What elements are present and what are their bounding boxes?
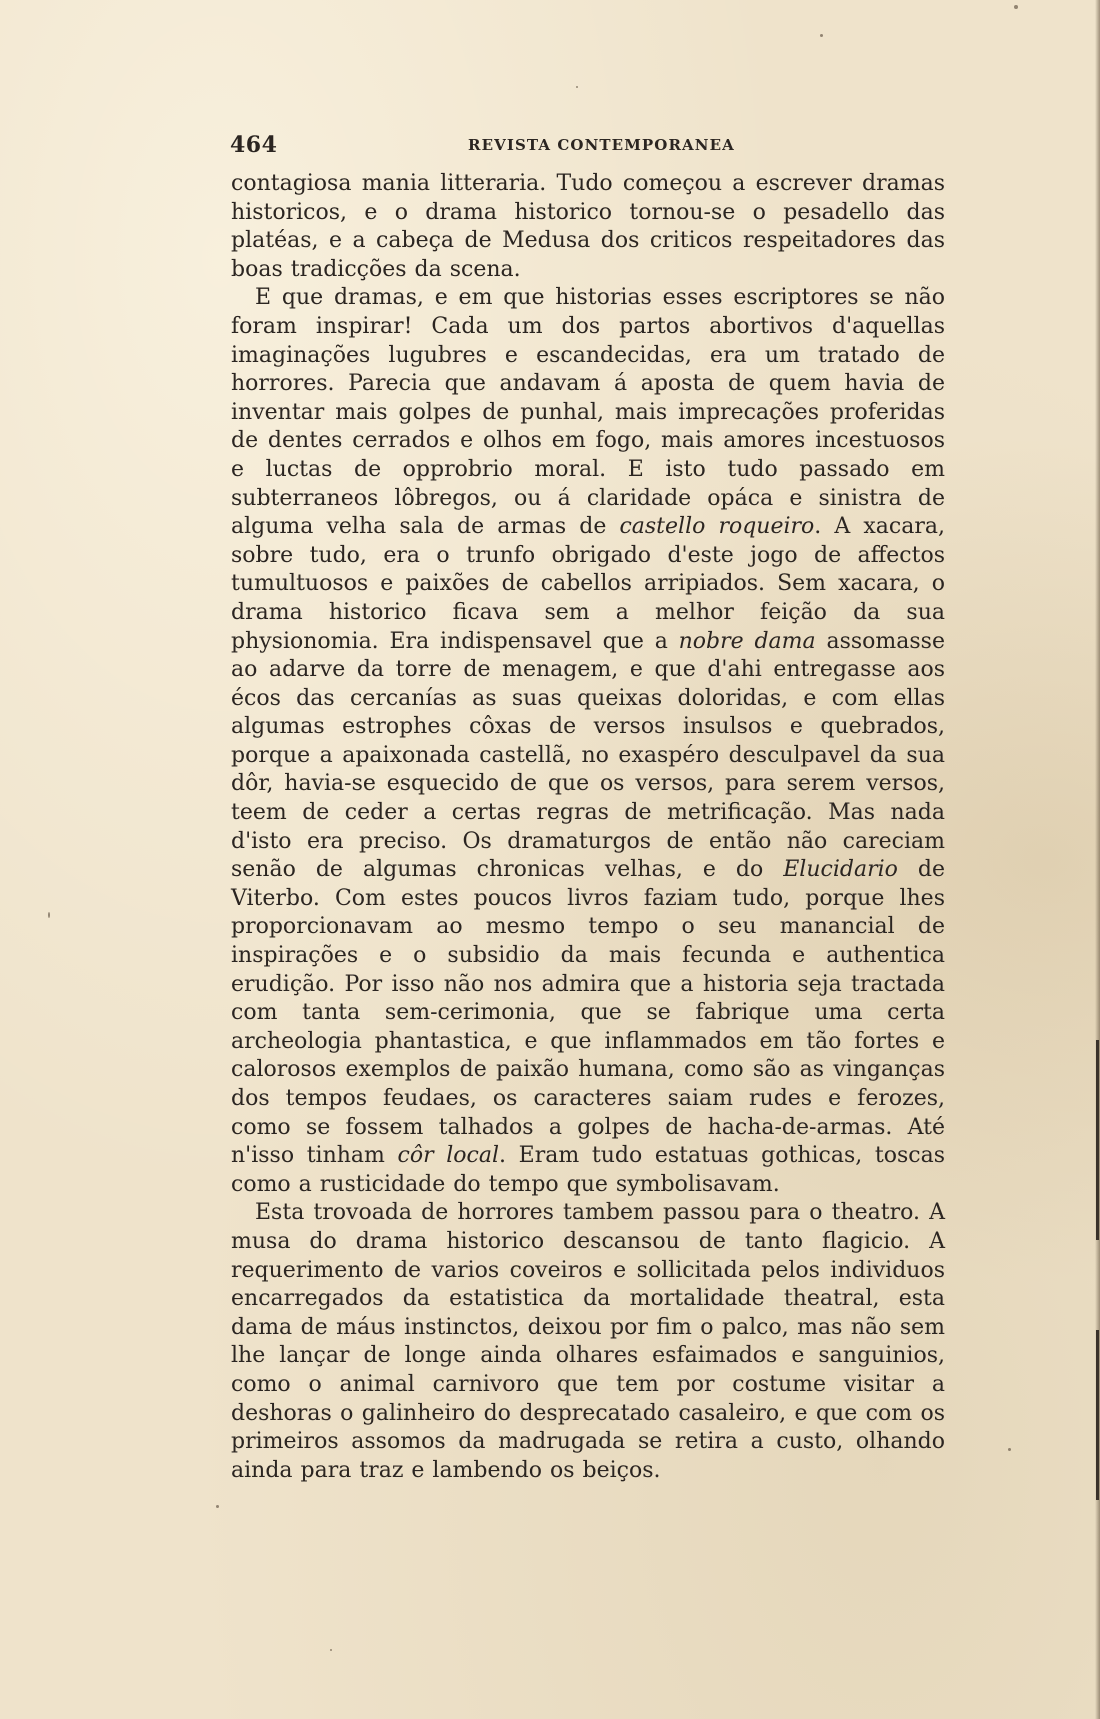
text-segment: Esta trovoada de horrores tambem passou para o theatro. A musa do drama historico descansou de tanto flagicio. A requerimento de varios coveiros e sollicitada pelos individuos encarregados da estatistica da mortalidade theatral, esta dama de máus instinctos, deixou por fim o palco, mas não sem lhe lançar de longe ainda olhares esfaimados e sanguinios, como o animal carnivoro que tem por costume visitar a deshoras o galinheiro do desprecatado casaleiro, e que com os primeiros assomos da madrugada se retira a custo, olhando ainda para traz e lambendo os beiços. xyxy=(231,1200,945,1483)
page-edge-mark xyxy=(1096,1330,1099,1500)
page-header xyxy=(230,132,945,158)
italic-text: castello roqueiro xyxy=(619,514,815,540)
page-number: 464 xyxy=(230,132,278,158)
page-edge-mark xyxy=(1096,1040,1099,1240)
text-segment: E que dramas, e em que historias esses escriptores se não foram inspirar! Cada um dos partos abortivos d'aquellas imaginações lugubres e escandecidas, era um tratado de horrores. Parecia que andavam á aposta de quem havia de inventar mais golpes de punhal, mais imprecações proferidas de dentes cerrados e olhos em fogo, mais amores incestuosos e luctas de opprobrio moral. E isto tudo passado em subterraneos lôbregos, ou á claridade opáca e sinistra de alguma velha sala de armas de xyxy=(231,285,945,540)
running-head: REVISTA CONTEMPORANEA xyxy=(468,136,735,154)
italic-text: Elucidario xyxy=(783,857,898,883)
text-segment: . Eram tudo estatuas gothicas, toscas como a rusticidade do tempo que symbolisavam. xyxy=(231,1143,945,1197)
paragraph xyxy=(231,284,945,1199)
body-text xyxy=(231,170,945,1485)
text-segment: assomasse ao adarve da torre de menagem, e que d'ahi entregasse aos écos das cercanías as suas queixas doloridas, e com ellas algumas estrophes côxas de versos insulsos e quebrados, porque a apaixonada castellã, no exaspéro desculpavel da sua dôr, havia-se esquecido de que os versos, para serem versos, teem de ceder a certas regras de metrificação. Mas nada d'isto era preciso. Os dramaturgos de então não careciam senão de algumas chronicas velhas, e do xyxy=(231,628,945,883)
paragraph xyxy=(231,170,945,284)
italic-text: côr local xyxy=(397,1143,500,1169)
italic-text: nobre dama xyxy=(678,628,816,654)
text-segment: . A xacara, sobre tudo, era o trunfo obrigado d'este jogo de affectos tumultuosos e paixões de cabellos arripiados. Sem xacara, o drama historico ficava sem a melhor feição da sua physionomia. Era indispensavel que a xyxy=(231,514,945,654)
text-segment: contagiosa mania litteraria. Tudo começou a escrever dramas historicos, e o drama historico tornou-se o pesadello das platéas, e a cabeça de Medusa dos criticos respeitadores das boas tradicções da scena. xyxy=(231,171,945,282)
paragraph xyxy=(231,1199,945,1485)
text-segment: de Viterbo. Com estes poucos livros faziam tudo, porque lhes proporcionavam ao mesmo tempo o seu manancial de inspirações e o subsidio da mais fecunda e authentica erudição. Por isso não nos admira que a historia seja tractada com tanta sem-cerimonia, que se fabrique uma certa archeologia phantastica, e que inflammados em tão fortes e calorosos exemplos de paixão humana, como são as vinganças dos tempos feudaes, os caracteres saiam rudes e ferozes, como se fossem talhados a golpes de hacha-de-armas. Até n'isso tinham xyxy=(231,857,945,1169)
